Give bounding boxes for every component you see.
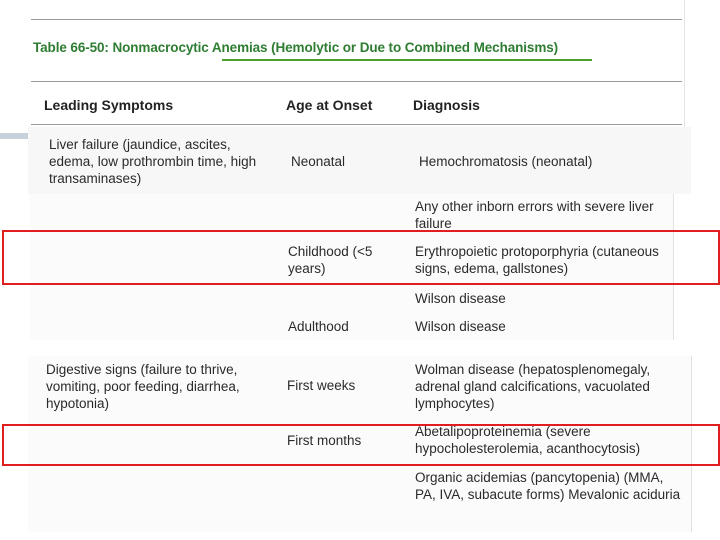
highlight-box-protoporphyria xyxy=(2,230,720,285)
header-age-at-onset: Age at Onset xyxy=(286,97,373,113)
header-leading-symptoms: Leading Symptoms xyxy=(44,97,174,113)
row-diagnosis-abetalipoproteinemia: Abetalipoproteinemia (severe hypocholesterolemia, acanthocytosis) xyxy=(415,424,641,456)
row-symptoms-digestive: Digestive signs (failure to thrive, vomiting, poor feeding, diarrhea, hypotonia) xyxy=(46,362,240,411)
row-age-adulthood: Adulthood xyxy=(288,319,349,334)
row-diagnosis-hemochromatosis: Hemochromatosis (neonatal) xyxy=(419,154,593,169)
row-age-neonatal: Neonatal xyxy=(291,154,346,169)
row-diagnosis-organic-acidemias: Organic acidemias (pancytopenia) (MMA, PA, IVA, subacute forms) Mevalonic aciduria xyxy=(415,470,681,502)
row-diagnosis-inborn-errors: Any other inborn errors with severe liver failure xyxy=(415,199,654,231)
row-diagnosis-wilson-2: Wilson disease xyxy=(415,319,506,334)
header-top-rule xyxy=(31,81,682,82)
title-underline xyxy=(222,59,592,61)
header-bottom-rule xyxy=(31,124,682,125)
row-symptoms-liver-failure: Liver failure (jaundice, ascites, edema, low prothrombin time, high transaminases) xyxy=(49,137,257,186)
row-diagnosis-wolman: Wolman disease (hepatosplenomegaly, adrenal gland calcifications, vacuolated lymphocytes) xyxy=(415,362,651,411)
row-diagnosis-wilson-1: Wilson disease xyxy=(415,291,506,306)
table-title: Table 66-50: Nonmacrocytic Anemias (Hemolytic or Due to Combined Mechanisms) xyxy=(33,40,559,55)
row-age-first-weeks: First weeks xyxy=(287,378,356,393)
highlight-box-abetalipoproteinemia xyxy=(2,424,720,466)
row-diagnosis-protoporphyria: Erythropoietic protoporphyria (cutaneous signs, edema, gallstones) xyxy=(415,244,659,276)
row-age-first-months: First months xyxy=(287,433,362,448)
header-diagnosis: Diagnosis xyxy=(413,97,480,113)
top-rule xyxy=(31,19,682,20)
row-age-childhood: Childhood (<5 years) xyxy=(288,244,373,276)
